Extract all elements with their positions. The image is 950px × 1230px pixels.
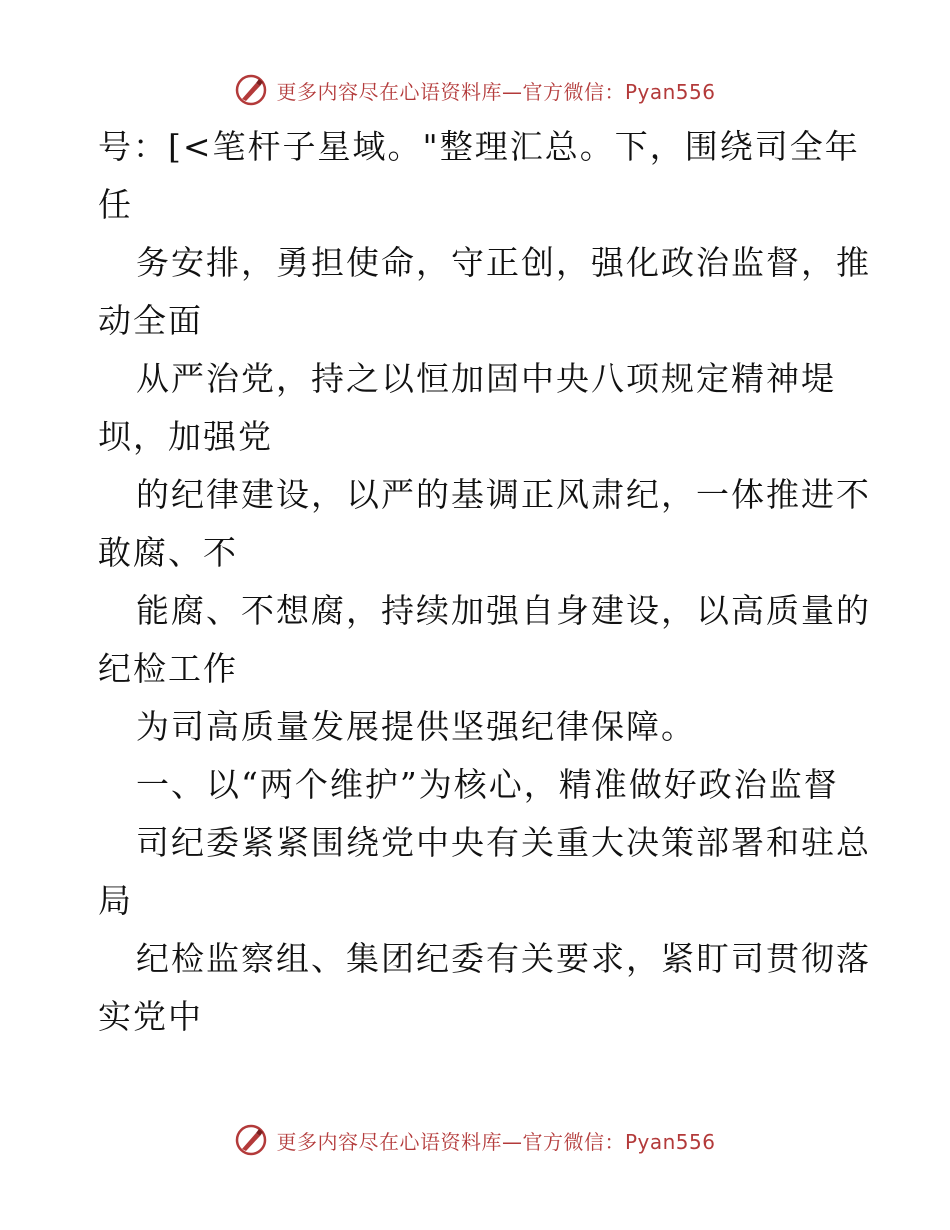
- text-line: 纪检监察组、集团纪委有关要求，紧盯司贯彻落: [136, 939, 871, 978]
- text-line: 从严治党，持之以恒加固中央八项规定精神堤: [136, 359, 836, 398]
- text-line: 号：[<笔杆子星域。"整理汇总。下，围绕司全年: [98, 127, 860, 166]
- text-line: 一、以“两个维护”为核心，精准做好政治监督: [136, 765, 839, 804]
- text-line: 实党中: [98, 997, 203, 1036]
- text-line: 的纪律建设，以严的基调正风肃纪，一体推进不: [136, 475, 871, 514]
- text-line: 纪检工作: [98, 649, 238, 688]
- header-watermark: [0, 70, 950, 110]
- text-line: 任: [98, 185, 133, 224]
- text-line: 为司高质量发展提供坚强纪律保障。: [136, 707, 696, 746]
- pen-logo-icon: [234, 73, 268, 107]
- text-line: 能腐、不想腐，持续加强自身建设，以高质量的: [136, 591, 871, 630]
- text-line: 敢腐、不: [98, 533, 238, 572]
- text-line: 司纪委紧紧围绕党中央有关重大决策部署和驻总: [136, 823, 871, 862]
- text-line: 局: [98, 881, 133, 920]
- text-line: 坝，加强党: [98, 417, 273, 456]
- pen-logo-icon: [234, 1123, 268, 1157]
- text-line: 动全面: [98, 301, 203, 340]
- text-line: 务安排，勇担使命，守正创，强化政治监督，推: [136, 243, 871, 282]
- footer-watermark: [0, 1120, 950, 1160]
- watermark-text: 更多内容尽在心语资料库—官方微信：Pyan556: [276, 1129, 716, 1154]
- document-body: [98, 118, 871, 1046]
- watermark-text: 更多内容尽在心语资料库—官方微信：Pyan556: [276, 79, 716, 104]
